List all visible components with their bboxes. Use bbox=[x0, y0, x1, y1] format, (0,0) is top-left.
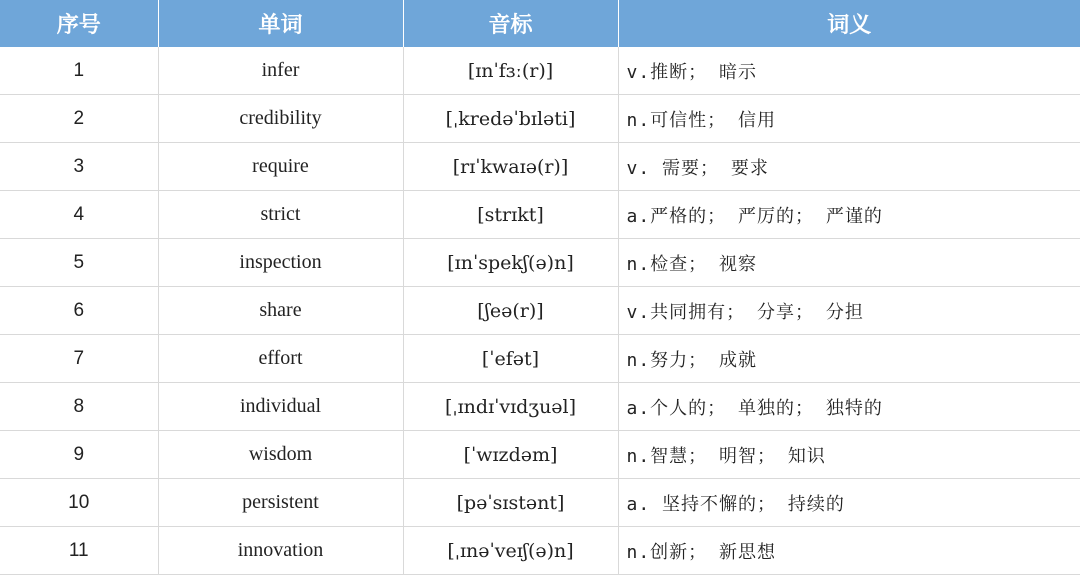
row-phonetic: [ʃeə(r)] bbox=[403, 287, 618, 335]
row-word: require bbox=[158, 143, 403, 191]
row-index: 5 bbox=[0, 239, 158, 287]
row-meaning: a. 坚持不懈的； 持续的 bbox=[618, 479, 1080, 527]
row-word: strict bbox=[158, 191, 403, 239]
row-meaning: a.个人的； 单独的； 独特的 bbox=[618, 383, 1080, 431]
row-index: 1 bbox=[0, 47, 158, 95]
row-meaning: a.严格的； 严厉的； 严谨的 bbox=[618, 191, 1080, 239]
table-row bbox=[0, 431, 1080, 479]
row-index: 3 bbox=[0, 143, 158, 191]
table-row bbox=[0, 239, 1080, 287]
row-index: 4 bbox=[0, 191, 158, 239]
row-index: 8 bbox=[0, 383, 158, 431]
row-meaning: n.创新； 新思想 bbox=[618, 527, 1080, 575]
table-row bbox=[0, 143, 1080, 191]
row-word: innovation bbox=[158, 527, 403, 575]
row-phonetic: [ˈefət] bbox=[403, 335, 618, 383]
row-phonetic: [ˌkredəˈbɪləti] bbox=[403, 95, 618, 143]
table-row bbox=[0, 527, 1080, 575]
row-word: individual bbox=[158, 383, 403, 431]
header-phonetic: 音标 bbox=[403, 0, 618, 47]
table-header-row bbox=[0, 0, 1080, 47]
row-index: 6 bbox=[0, 287, 158, 335]
table-row bbox=[0, 383, 1080, 431]
table-row bbox=[0, 287, 1080, 335]
row-index: 2 bbox=[0, 95, 158, 143]
table-row bbox=[0, 191, 1080, 239]
row-phonetic: [pəˈsɪstənt] bbox=[403, 479, 618, 527]
row-meaning: v.共同拥有； 分享； 分担 bbox=[618, 287, 1080, 335]
row-word: wisdom bbox=[158, 431, 403, 479]
header-word: 单词 bbox=[158, 0, 403, 47]
row-phonetic: [rɪˈkwaɪə(r)] bbox=[403, 143, 618, 191]
row-meaning: n.检查； 视察 bbox=[618, 239, 1080, 287]
row-index: 10 bbox=[0, 479, 158, 527]
header-index: 序号 bbox=[0, 0, 158, 47]
row-word: credibility bbox=[158, 95, 403, 143]
row-phonetic: [ɪnˈfɜː(r)] bbox=[403, 47, 618, 95]
table-row bbox=[0, 335, 1080, 383]
row-meaning: n.智慧； 明智； 知识 bbox=[618, 431, 1080, 479]
table-row bbox=[0, 479, 1080, 527]
table-row bbox=[0, 47, 1080, 95]
row-phonetic: [strɪkt] bbox=[403, 191, 618, 239]
table-row bbox=[0, 95, 1080, 143]
row-word: infer bbox=[158, 47, 403, 95]
row-meaning: v.推断； 暗示 bbox=[618, 47, 1080, 95]
row-meaning: n.可信性； 信用 bbox=[618, 95, 1080, 143]
row-meaning: n.努力； 成就 bbox=[618, 335, 1080, 383]
row-index: 7 bbox=[0, 335, 158, 383]
row-phonetic: [ˈwɪzdəm] bbox=[403, 431, 618, 479]
row-phonetic: [ˌɪnəˈveɪʃ(ə)n] bbox=[403, 527, 618, 575]
header-meaning: 词义 bbox=[618, 0, 1080, 47]
row-meaning: v. 需要； 要求 bbox=[618, 143, 1080, 191]
row-index: 9 bbox=[0, 431, 158, 479]
row-word: persistent bbox=[158, 479, 403, 527]
row-word: effort bbox=[158, 335, 403, 383]
row-index: 11 bbox=[0, 527, 158, 575]
row-word: share bbox=[158, 287, 403, 335]
row-phonetic: [ˌɪndɪˈvɪdʒuəl] bbox=[403, 383, 618, 431]
row-word: inspection bbox=[158, 239, 403, 287]
row-phonetic: [ɪnˈspekʃ(ə)n] bbox=[403, 239, 618, 287]
